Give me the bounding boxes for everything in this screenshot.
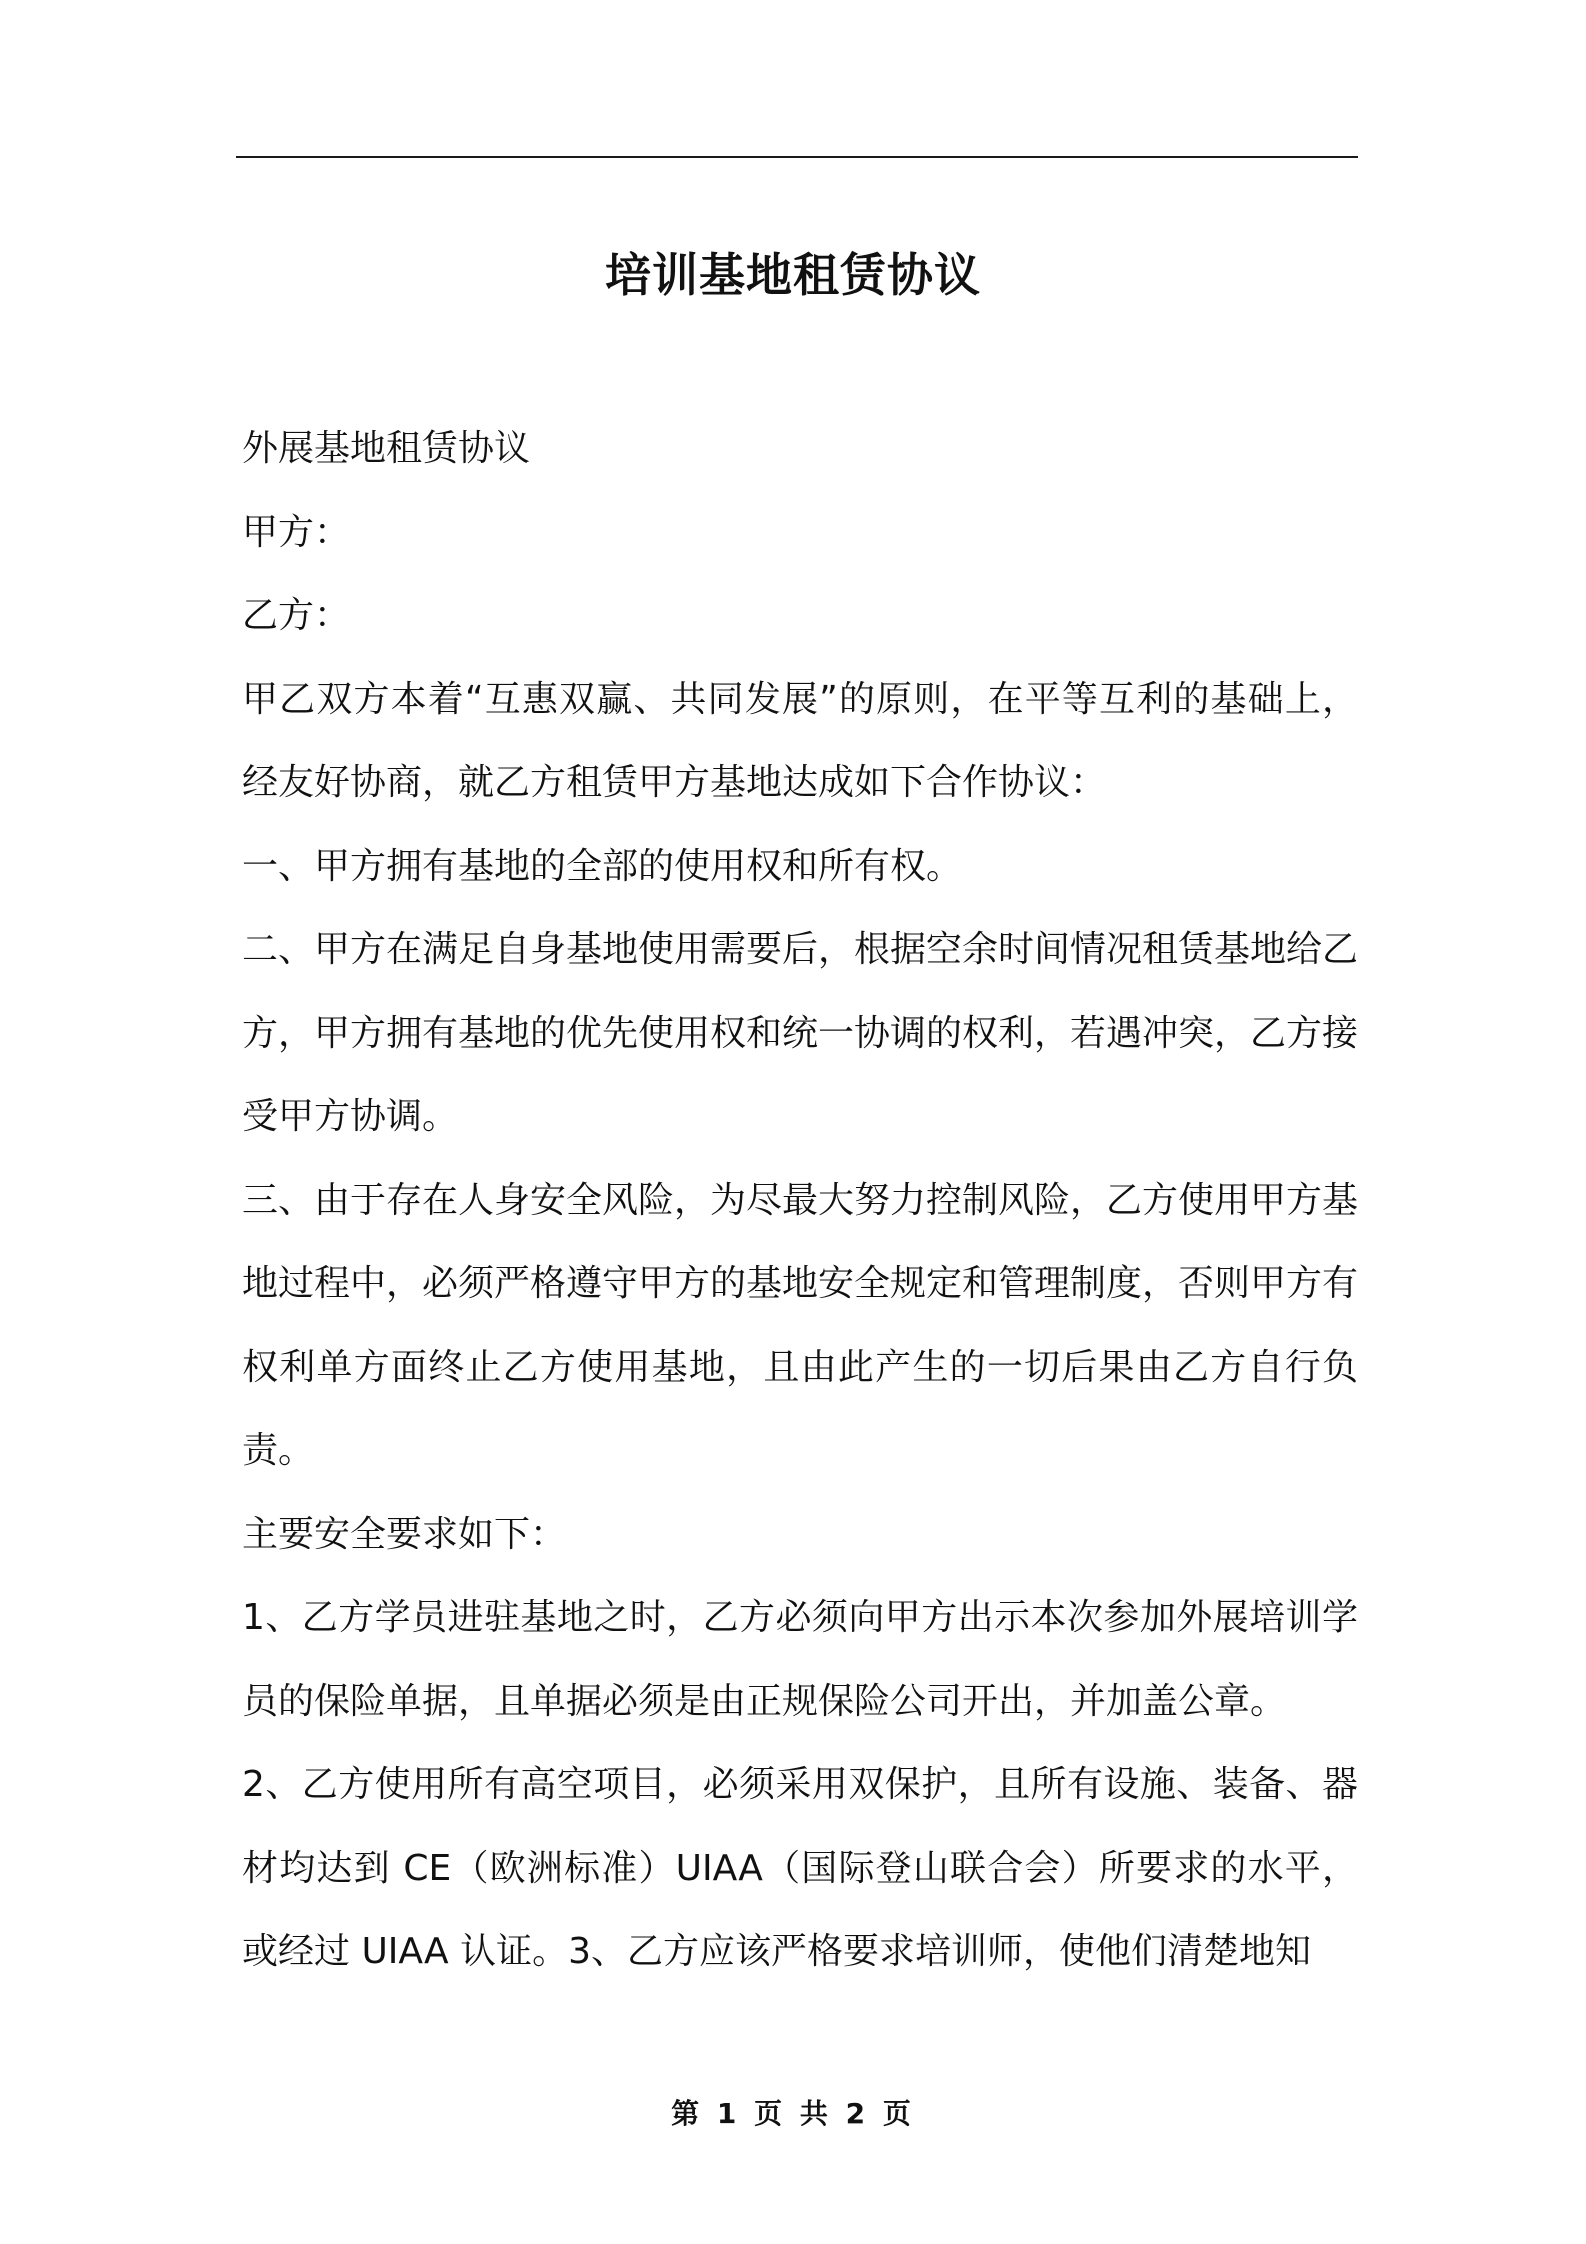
paragraph-party-a: 甲方： [242,511,351,553]
page-number: 第 1 页 共 2 页 [671,2097,915,2130]
paragraph-safety-item-2: 2、乙方使用所有高空项目，必须采用双保护，且所有设施、装备、器材均达到 CE（欧洲标准）UIAA（国际登山联合会）所要求的水平，或经过 UIAA 认证。3、乙方应该严格要求培训师，使他们清楚地知 [242,1764,1358,1972]
paragraph-safety-heading: 主要安全要求如下： [242,1513,567,1555]
document-body [242,407,1358,1994]
paragraph-clause-2: 二、甲方在满足自身基地使用需要后，根据空余时间情况租赁基地给乙方，甲方拥有基地的优先使用权和统一协调的权利，若遇冲突，乙方接受甲方协调。 [242,929,1359,1137]
paragraph-party-b: 乙方： [242,595,351,636]
paragraph-clause-1: 一、甲方拥有基地的全部的使用权和所有权。 [242,845,963,887]
paragraph-preamble: 甲乙双方本着“互惠双赢、共同发展”的原则，在平等互利的基础上，经友好协商，就乙方租赁甲方基地达成如下合作协议： [242,678,1358,803]
paragraph-clause-3: 三、由于存在人身安全风险，为尽最大努力控制风险，乙方使用甲方基地过程中，必须严格遵守甲方的基地安全规定和管理制度，否则甲方有权利单方面终止乙方使用基地，且由此产生的一切后果由乙方自行负责。 [242,1179,1359,1471]
paragraph-safety-item-1: 1、乙方学员进驻基地之时，乙方必须向甲方出示本次参加外展培训学员的保险单据，且单据必须是由正规保险公司开出，并加盖公章。 [242,1597,1358,1722]
document-title: 培训基地租赁协议 [605,247,981,302]
header-rule [236,156,1358,158]
paragraph-subtitle: 外展基地租赁协议 [242,428,531,469]
